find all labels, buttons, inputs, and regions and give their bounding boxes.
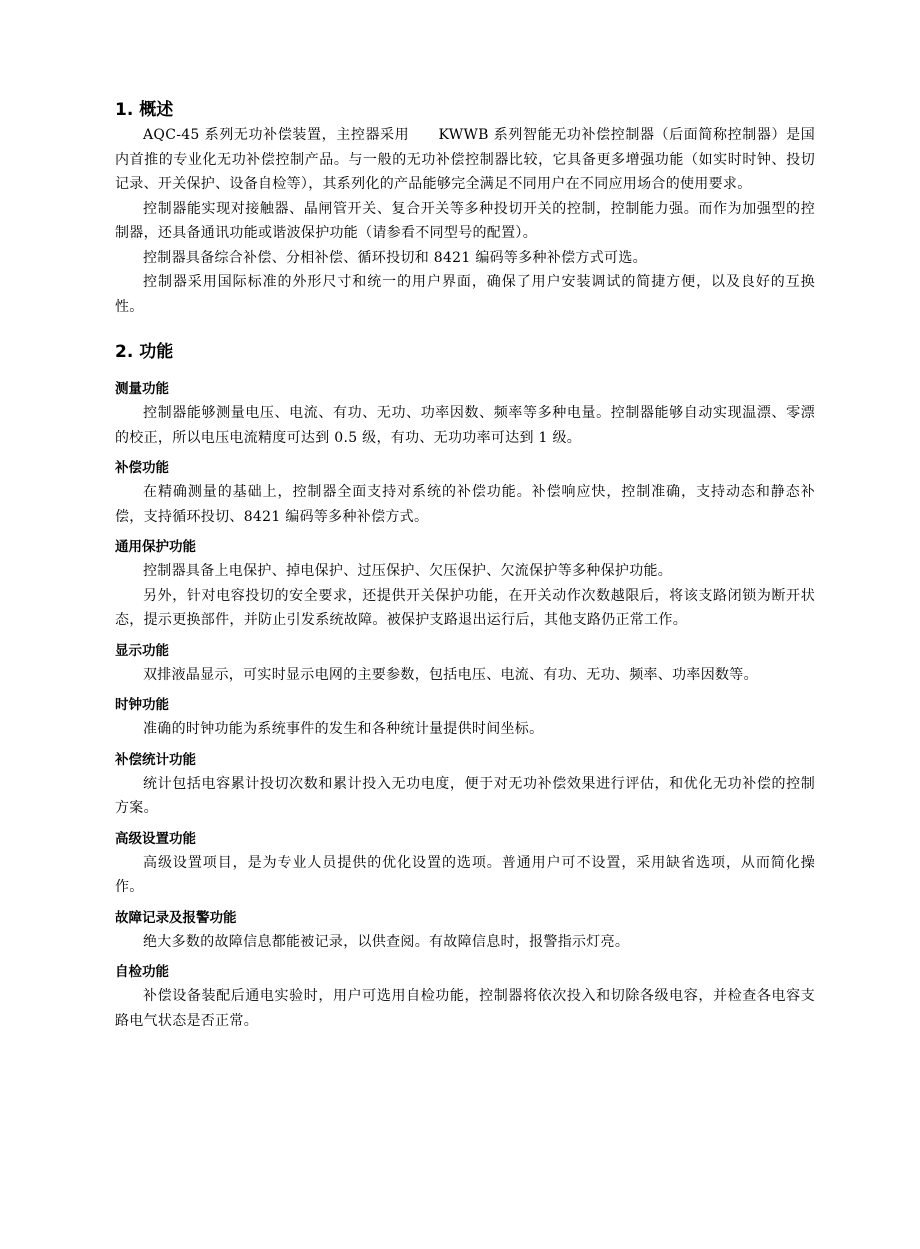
feature-title: 测量功能	[115, 381, 169, 397]
feature-paragraph: 在精确测量的基础上，控制器全面支持对系统的补偿功能。补偿响应快，控制准确，支持动态和静态补偿，支持循环投切、8421 编码等多种补偿方式。	[115, 484, 815, 525]
feature-measurement	[115, 377, 815, 450]
section-2-heading	[115, 339, 815, 365]
section-1-number: 1.	[115, 100, 134, 120]
overview-paragraph-2: 控制器能实现对接触器、晶闸管开关、复合开关等多种投切开关的控制，控制能力强。而作为加强型的控制器，还具备通讯功能或谐波保护功能（请参看不同型号的配置）。	[115, 200, 815, 241]
feature-fault-alarm	[115, 906, 815, 955]
feature-paragraph: 高级设置项目，是为专业人员提供的优化设置的选项。普通用户可不设置，采用缺省选项，从而简化操作。	[115, 854, 815, 895]
feature-paragraph: 统计包括电容累计投切次数和累计投入无功电度，便于对无功补偿效果进行评估，和优化无功补偿的控制方案。	[115, 775, 815, 816]
feature-paragraph: 另外，针对电容投切的安全要求，还提供开关保护功能，在开关动作次数越限后，将该支路闭锁为断开状态，提示更换部件，并防止引发系统故障。被保护支路退出运行后，其他支路仍正常工作。	[115, 587, 815, 628]
feature-title: 通用保护功能	[115, 539, 196, 555]
feature-title: 补偿统计功能	[115, 751, 196, 768]
feature-clock	[115, 693, 815, 742]
feature-paragraph: 控制器能够测量电压、电流、有功、无功、功率因数、频率等多种电量。控制器能够自动实现温漂、零漂的校正，所以电压电流精度可达到 0.5 级，有功、无功功率可达到 1 级。	[115, 405, 815, 446]
feature-self-test	[115, 960, 815, 1033]
feature-protection	[115, 535, 815, 633]
section-2-number: 2.	[115, 342, 134, 362]
feature-advanced-settings	[115, 827, 815, 900]
feature-display	[115, 639, 815, 688]
document-body	[115, 97, 815, 1033]
feature-paragraph: 准确的时钟功能为系统事件的发生和各种统计量提供时间坐标。	[143, 721, 544, 737]
feature-title: 显示功能	[115, 642, 169, 659]
feature-title: 自检功能	[115, 964, 169, 980]
feature-title: 补偿功能	[115, 460, 169, 476]
feature-paragraph: 绝大多数的故障信息都能被记录，以供查阅。有故障信息时，报警指示灯亮。	[143, 933, 630, 950]
feature-statistics	[115, 748, 815, 821]
overview-paragraph-3: 控制器具备综合补偿、分相补偿、循环投切和 8421 编码等多种补偿方式可选。	[143, 249, 647, 266]
overview-paragraph-4: 控制器采用国际标准的外形尺寸和统一的用户界面，确保了用户安装调试的简捷方便，以及良好的互换性。	[115, 274, 815, 315]
overview-paragraph-1: AQC-45 系列无功补偿装置，主控器采用 KWWB 系列智能无功补偿控制器（后面简称控制器）是国内首推的专业化无功补偿控制产品。与一般的无功补偿控制器比较，它具备更多增强功能（如实时时钟、投切记录、开关保护、设备自检等），其系列化的产品能够完全满足不同用户在不同应用场合的使用要求。	[115, 127, 815, 192]
feature-paragraph: 控制器具备上电保护、掉电保护、过压保护、欠压保护、欠流保护等多种保护功能。	[143, 563, 673, 579]
feature-paragraph: 双排液晶显示，可实时显示电网的主要参数，包括电压、电流、有功、无功、频率、功率因数等。	[143, 666, 758, 683]
feature-compensation	[115, 456, 815, 529]
section-2-title: 功能	[139, 342, 174, 362]
feature-title: 时钟功能	[115, 697, 169, 713]
section-1-title: 概述	[139, 100, 174, 120]
feature-title: 故障记录及报警功能	[115, 909, 237, 926]
feature-title: 高级设置功能	[115, 830, 196, 847]
section-1-heading	[115, 97, 815, 123]
feature-paragraph: 补偿设备装配后通电实验时，用户可选用自检功能，控制器将依次投入和切除各级电容，并检查各电容支路电气状态是否正常。	[115, 988, 815, 1029]
